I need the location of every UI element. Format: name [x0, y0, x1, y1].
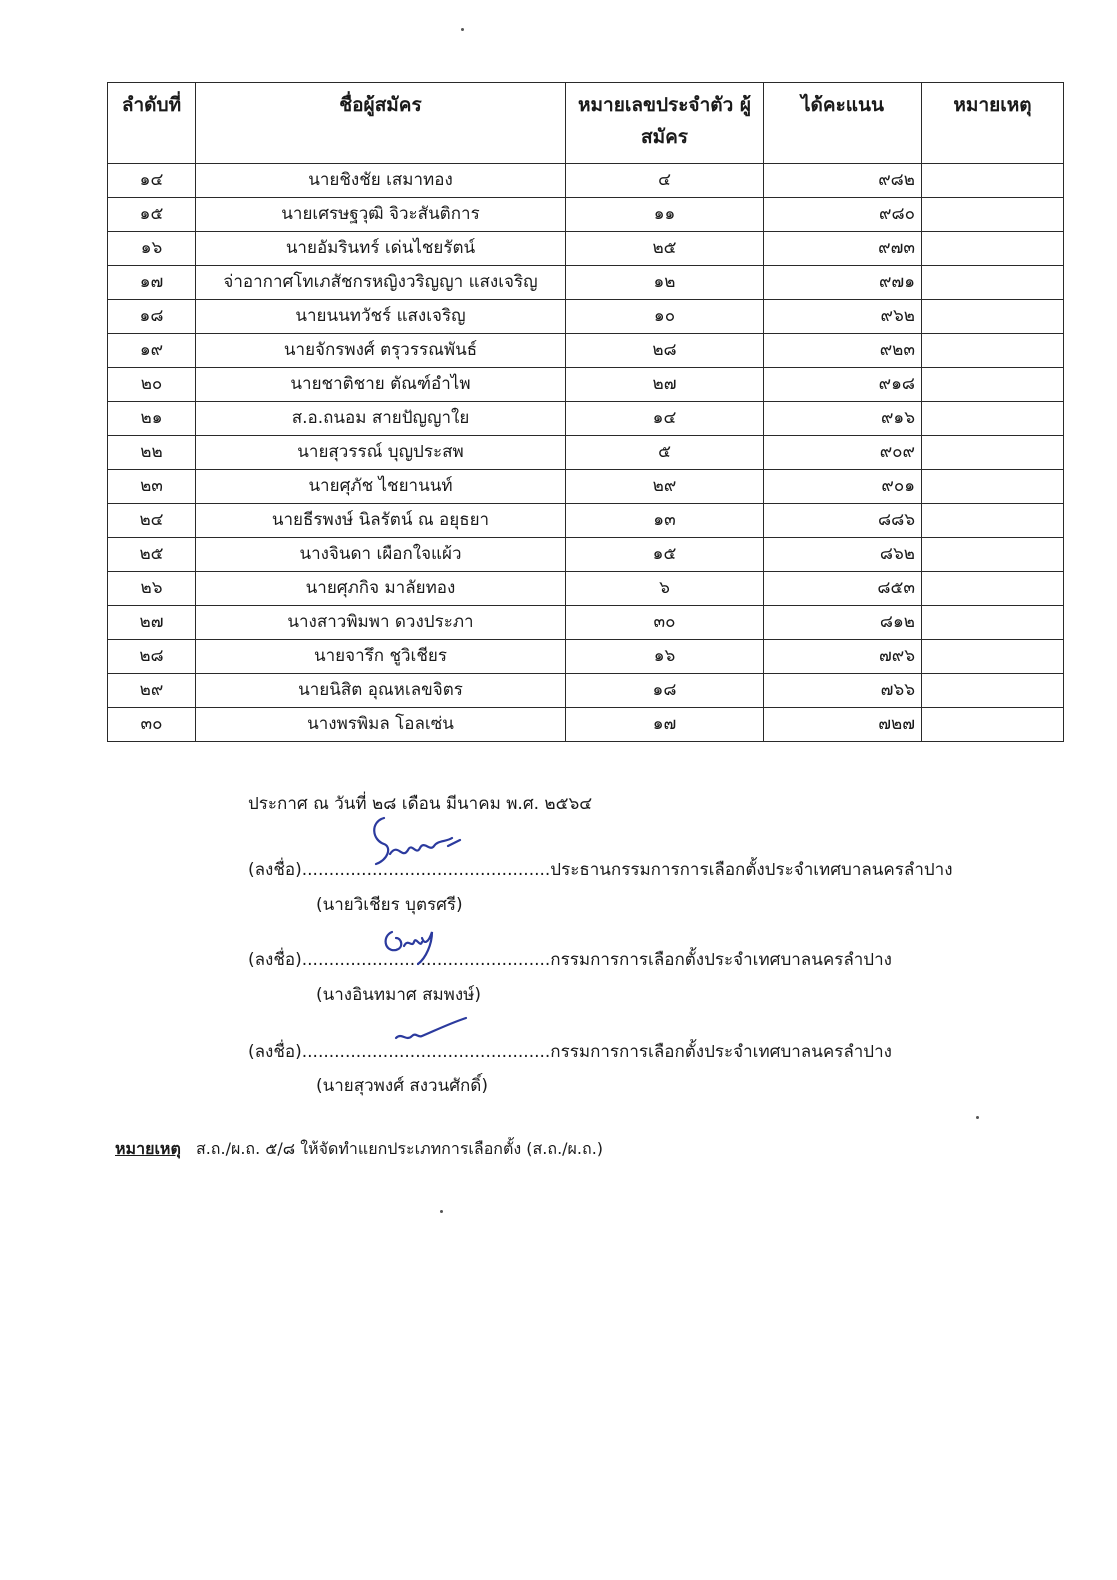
table-row [108, 164, 1064, 198]
cell-score: ๗๖๖ [764, 674, 922, 708]
cell-candidate-number: ๑๑ [566, 198, 764, 232]
cell-candidate-number: ๒๗ [566, 368, 764, 402]
cell-remark [922, 640, 1064, 674]
cell-order: ๓๐ [108, 708, 196, 742]
table-row [108, 538, 1064, 572]
cell-order: ๑๗ [108, 266, 196, 300]
cell-remark [922, 402, 1064, 436]
announcement-date: ประกาศ ณ วันที่ ๒๘ เดือน มีนาคม พ.ศ. ๒๕๖๔ [248, 794, 593, 814]
cell-candidate-name: นายธีรพงษ์ นิลรัตน์ ณ อยุธยา [196, 504, 566, 538]
handwritten-signature-chairman [362, 812, 472, 872]
cell-remark [922, 266, 1064, 300]
scan-speck [976, 1116, 979, 1119]
cell-score: ๙๐๙ [764, 436, 922, 470]
cell-candidate-name: นางสาวพิมพา ดวงประภา [196, 606, 566, 640]
cell-remark [922, 708, 1064, 742]
cell-candidate-number: ๖ [566, 572, 764, 606]
cell-score: ๙๑๘ [764, 368, 922, 402]
cell-remark [922, 674, 1064, 708]
cell-candidate-number: ๑๘ [566, 674, 764, 708]
signatory-name-member-1: (นางอินทมาศ สมพงษ์) [316, 985, 482, 1005]
cell-remark [922, 606, 1064, 640]
table-row [108, 640, 1064, 674]
cell-candidate-name: นายจักรพงศ์ ตรุวรรณพันธ์ [196, 334, 566, 368]
cell-candidate-number: ๑๗ [566, 708, 764, 742]
header-number: หมายเลขประจำตัว ผู้สมัคร [566, 83, 764, 164]
table-row [108, 470, 1064, 504]
cell-candidate-name: นายนนทวัชร์ แสงเจริญ [196, 300, 566, 334]
cell-remark [922, 164, 1064, 198]
table-body [108, 164, 1064, 742]
cell-score: ๙๘๐ [764, 198, 922, 232]
cell-score: ๙๗๓ [764, 232, 922, 266]
cell-score: ๙๘๒ [764, 164, 922, 198]
cell-candidate-name: ส.อ.ถนอม สายปัญญาใย [196, 402, 566, 436]
table-row [108, 198, 1064, 232]
cell-order: ๒๐ [108, 368, 196, 402]
cell-remark [922, 232, 1064, 266]
cell-remark [922, 504, 1064, 538]
signature-line-member-2: (ลงชื่อ)..............................................กรรมการการเลือกตั้งประจำเทศบาลนครลำปาง [248, 1042, 892, 1062]
cell-candidate-name: นายศุภัช ไชยานนท์ [196, 470, 566, 504]
cell-candidate-name: นางพรพิมล โอลเซ่น [196, 708, 566, 742]
remark-text: ส.ถ./ผ.ถ. ๕/๘ ให้จัดทำแยกประเภทการเลือกตั้ง (ส.ถ./ผ.ถ.) [195, 1139, 604, 1158]
handwritten-signature-member-2 [392, 1012, 472, 1046]
cell-remark [922, 334, 1064, 368]
cell-score: ๗๙๖ [764, 640, 922, 674]
signatory-name-member-2: (นายสุวพงศ์ สงวนศักดิ์) [316, 1076, 488, 1096]
cell-remark [922, 368, 1064, 402]
cell-order: ๒๓ [108, 470, 196, 504]
cell-candidate-name: นายสุวรรณ์ บุญประสพ [196, 436, 566, 470]
cell-candidate-name: นายนิสิต อุณหเลขจิตร [196, 674, 566, 708]
table-row [108, 232, 1064, 266]
cell-score: ๙๒๓ [764, 334, 922, 368]
cell-order: ๑๘ [108, 300, 196, 334]
table-row [108, 368, 1064, 402]
cell-order: ๒๑ [108, 402, 196, 436]
cell-score: ๘๖๒ [764, 538, 922, 572]
cell-score: ๘๑๒ [764, 606, 922, 640]
cell-candidate-number: ๒๘ [566, 334, 764, 368]
cell-order: ๒๔ [108, 504, 196, 538]
cell-candidate-number: ๓๐ [566, 606, 764, 640]
cell-candidate-number: ๒๙ [566, 470, 764, 504]
cell-candidate-number: ๑๒ [566, 266, 764, 300]
cell-order: ๒๖ [108, 572, 196, 606]
cell-candidate-name: นายชิงชัย เสมาทอง [196, 164, 566, 198]
cell-score: ๗๒๗ [764, 708, 922, 742]
signature-line-chairman: (ลงชื่อ)..............................................ประธานกรรมการการเลือกตั้งประจำเทศบาลนครลำปาง [248, 860, 953, 880]
cell-candidate-name: นายชาติชาย ตัณฑ์อำไพ [196, 368, 566, 402]
scan-speck [461, 28, 464, 31]
signature-line-member-1: (ลงชื่อ)..............................................กรรมการการเลือกตั้งประจำเทศบาลนครลำปาง [248, 950, 892, 970]
cell-candidate-name: นายอัมรินทร์ เด่นไชยรัตน์ [196, 232, 566, 266]
cell-candidate-number: ๑๔ [566, 402, 764, 436]
cell-candidate-name: นายจารึก ชูวิเชียร [196, 640, 566, 674]
header-score: ได้คะแนน [764, 83, 922, 164]
signatory-name-chairman: (นายวิเชียร บุตรศรี) [316, 895, 463, 915]
header-remark: หมายเหตุ [922, 83, 1064, 164]
cell-order: ๒๒ [108, 436, 196, 470]
scan-speck [440, 1210, 443, 1213]
table-row [108, 504, 1064, 538]
table-row [108, 674, 1064, 708]
cell-order: ๑๕ [108, 198, 196, 232]
cell-candidate-number: ๕ [566, 436, 764, 470]
cell-remark [922, 572, 1064, 606]
cell-order: ๒๙ [108, 674, 196, 708]
cell-score: ๙๐๑ [764, 470, 922, 504]
table-row [108, 266, 1064, 300]
cell-candidate-number: ๑๖ [566, 640, 764, 674]
cell-remark [922, 198, 1064, 232]
results-table [107, 82, 1064, 742]
cell-candidate-name: นางจินดา เผือกใจแผ้ว [196, 538, 566, 572]
cell-candidate-number: ๑๐ [566, 300, 764, 334]
table-row [108, 572, 1064, 606]
table-row [108, 334, 1064, 368]
cell-score: ๙๑๖ [764, 402, 922, 436]
cell-candidate-number: ๔ [566, 164, 764, 198]
cell-candidate-number: ๑๓ [566, 504, 764, 538]
table-row [108, 708, 1064, 742]
table-row [108, 606, 1064, 640]
cell-candidate-name: นายศุภกิจ มาลัยทอง [196, 572, 566, 606]
header-order: ลำดับที่ [108, 83, 196, 164]
cell-remark [922, 470, 1064, 504]
cell-remark [922, 436, 1064, 470]
cell-order: ๒๘ [108, 640, 196, 674]
cell-order: ๑๙ [108, 334, 196, 368]
cell-remark [922, 538, 1064, 572]
cell-order: ๒๕ [108, 538, 196, 572]
cell-candidate-name: จ่าอากาศโทเภสัชกรหญิงวริญญา แสงเจริญ [196, 266, 566, 300]
remark-note [115, 1137, 603, 1162]
cell-candidate-number: ๒๕ [566, 232, 764, 266]
cell-score: ๙๗๑ [764, 266, 922, 300]
cell-score: ๘๘๖ [764, 504, 922, 538]
cell-candidate-number: ๑๕ [566, 538, 764, 572]
table-row [108, 436, 1064, 470]
cell-order: ๑๖ [108, 232, 196, 266]
remark-label: หมายเหตุ [115, 1139, 181, 1158]
handwritten-signature-member-1 [378, 918, 448, 966]
table-row [108, 300, 1064, 334]
cell-order: ๑๔ [108, 164, 196, 198]
header-name: ชื่อผู้สมัคร [196, 83, 566, 164]
cell-remark [922, 300, 1064, 334]
cell-candidate-name: นายเศรษฐวุฒิ จิวะสันติการ [196, 198, 566, 232]
cell-score: ๘๕๓ [764, 572, 922, 606]
table-row [108, 402, 1064, 436]
cell-score: ๙๖๒ [764, 300, 922, 334]
cell-order: ๒๗ [108, 606, 196, 640]
table-header-row [108, 83, 1064, 164]
